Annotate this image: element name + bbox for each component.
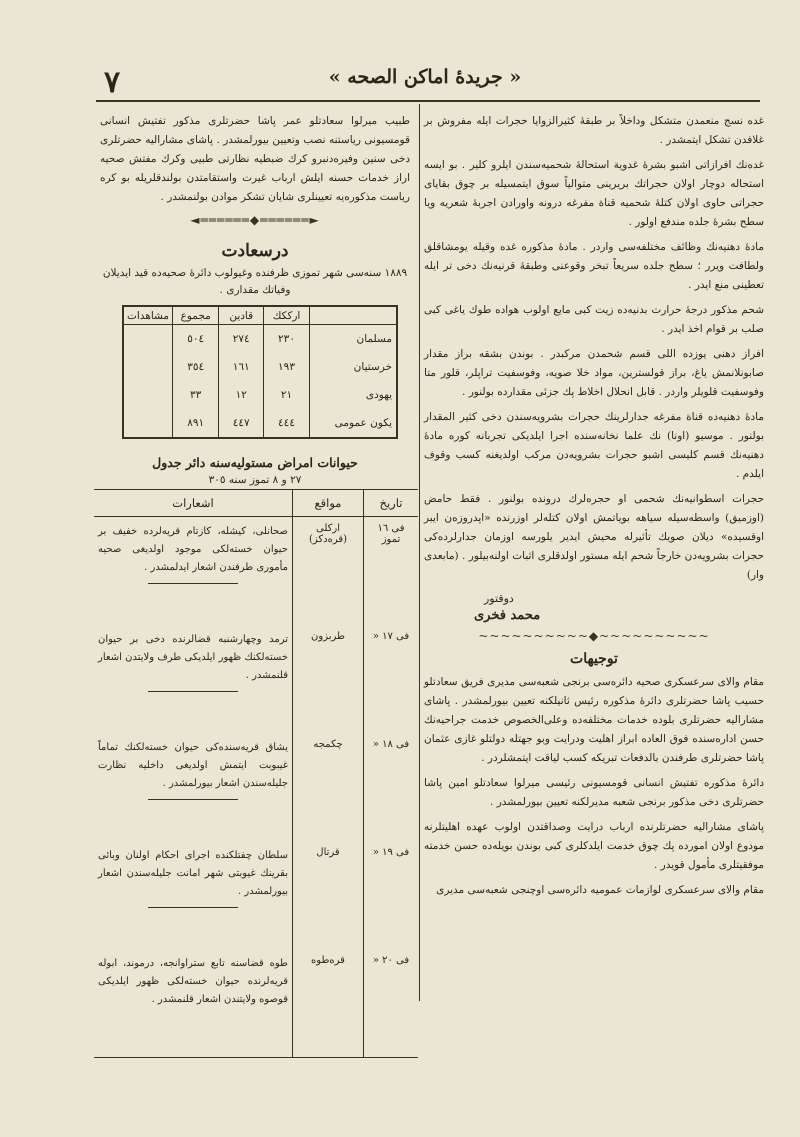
note-text: يشاق قريه‌سنده‌كى حيوان خسته‌لكنك تماماً غيبوبت ايتمش اولديغى داخليه نظارت جليله‌سندن اشعار بيورلمشدر .	[98, 742, 288, 789]
note-cell	[94, 949, 293, 1058]
note-text: سلطان چفتلكنده اجراى احكام اولنان وبائى بقرينك غيوبتى شهر امانت جليله‌سندن اشعار بيورلمشدر .	[98, 850, 288, 897]
female-count: ١٢	[219, 381, 264, 409]
row-label: خرستيان	[309, 353, 397, 381]
date-cell: فى ١٧ «	[364, 625, 419, 733]
place-cell: قره‌طوه	[293, 949, 364, 1058]
table-row	[94, 625, 418, 733]
total-count: ٣٥٤	[173, 353, 219, 381]
male-count: ٤٤٤	[264, 409, 310, 438]
place-cell: اركلى (قره‌دكز)	[293, 517, 364, 626]
place-cell: قرتال	[293, 841, 364, 949]
note-text: طوه قضاسنه تابع ستراوانجه، درموند، ابوله قريه‌لرنده حيوان خسته‌لكى ظهور ايلديكى قوصوه ولايتندن اشعار قلنمشدر .	[98, 958, 288, 1005]
note-separator	[148, 583, 238, 584]
table-header: مواقع	[293, 490, 364, 517]
article-paragraph: شحم مذكور درجهٔ حرارت بدنيه‌ده زيت كبى مايع اولوب هواده طوك ياغى كبى صلب بر قوام اخذ ايدر .	[424, 304, 764, 335]
note-text: صحانلى، كيشله، كازتام قريه‌لرده خفيف بر حيوان خسته‌لكى موجود اولديغى صحيه مأمورى طرفندن اشعار ايدلمشدر .	[98, 526, 288, 573]
article-paragraph: غده نسج منعمدن متشكل وداخلاً بر طبقهٔ كثيرالزوايا حجرات ايله مفروش بر غلافدن تشكل ايتمشدر .	[424, 115, 764, 146]
observations-cell	[123, 353, 173, 381]
table-row	[94, 841, 418, 949]
ornament-divider: ~~~~~~~~~~◆~~~~~~~~~~	[478, 629, 710, 643]
place-cell: چكمجه	[293, 733, 364, 841]
male-count: ١٩٣	[264, 353, 310, 381]
page-number: ٧	[104, 65, 121, 100]
appointment-paragraph: دائرهٔ مذكوره تفتيش انسانى قومسيونى رئيسى ميرلوا سعادتلو امين پاشا حضرتلرى دخى مذكور برنجى شعبه مديرلكنه تعيين بيورلمشدر .	[424, 777, 764, 808]
total-count: ٨٩١	[173, 409, 219, 438]
column-divider	[419, 104, 420, 1001]
note-separator	[148, 907, 238, 908]
appointment-paragraph: پاشاى مشاراليه حضرتلرنده ارباب درايت وصداقتدن اولوب عهده اهليتلرنه مودوع اولان امورده پك چوق خدمت ايلدكلرى كبى بوندن بويله‌ده حسن خدمته موفقيتلرى مأمول قويدر .	[424, 821, 764, 871]
date-cell: فى ١٨ «	[364, 733, 419, 841]
row-label: يهودى	[309, 381, 397, 409]
section-title: درسعادت	[221, 241, 289, 261]
table-header: قادين	[219, 306, 264, 325]
note-separator	[148, 691, 238, 692]
row-label: مسلمان	[309, 325, 397, 354]
observations-cell	[123, 325, 173, 354]
mortality-table	[122, 305, 398, 439]
row-label: يكون عمومى	[309, 409, 397, 438]
total-count: ٥٠٤	[173, 325, 219, 354]
table-header	[309, 306, 397, 325]
observations-cell	[123, 381, 173, 409]
appointment-paragraph: مقام والاى سرعسكرى لوازمات عموميه دائره‌سى اوچنجى شعبه‌سى مديرى	[436, 884, 764, 896]
appointment-paragraph: مقام والاى سرعسكرى صحيه دائره‌سى برنجى شعبه‌سى مديرى فريق سعادتلو حسيب پاشا حضرتلرى دائرهٔ مذكوره رئيس ثانيلكنه تعيين بيورلمشدر . پاشاى مشاراليه حضرتلرى بلوده خدمات مختلفه‌ده وعلى‌الخصوص خدمت جراحيه‌نك حسن اداره‌سنده فوق العاده ابراز اهليت ودرايت وبو جهتله دولتلو غازى عثمان پاشا حضرتلرى طرفندن بالدفعات تبريكه كسب لياقت ايتمشلردر .	[424, 676, 764, 764]
table-row	[94, 733, 418, 841]
table-row	[94, 949, 418, 1058]
note-cell	[94, 841, 293, 949]
article-paragraph: مادهٔ دهنيه‌ده قناة مفرغه جدارلرينك حجرات بشرويه‌سندن دخى كثير المقدار بولنور . موسيو (اونا) نك علما نخانه‌سنده اجرا ايلديكى تجربانه كوره مادهٔ دهنيه‌نك قسم كليسى اشبو حجرات بشرويه‌دن مركب اولديغنه كسب وقوف ايلدم .	[424, 411, 764, 480]
population-table-subtitle: ١٨٨٩ سنه‌سى شهر تموزى ظرفنده وغيولوب دائرهٔ صحيه‌ده قيد ايديلان وفياتك مقدارى .	[102, 267, 408, 296]
note-text: ترمد وچهارشنبه قضالرنده دخى بر حيوان خسته‌لكنك ظهور ايلديكى طرف ولايتدن اشعار قلنمشدر .	[98, 634, 288, 681]
ornament-divider: ◄══════◆══════►	[190, 213, 320, 227]
note-cell	[94, 625, 293, 733]
observations-cell	[123, 409, 173, 438]
table-header: ارككك	[264, 306, 310, 325]
date-cell: فى ٢٠ «	[364, 949, 419, 1058]
signature-title: دوقتور	[484, 592, 514, 605]
table-header: اشعارات	[94, 490, 293, 517]
table-row	[123, 325, 397, 354]
note-cell	[94, 517, 293, 626]
date-cell: فى ١٦ تموز	[364, 517, 419, 626]
table-header: تاريخ	[364, 490, 419, 517]
table-row	[123, 409, 397, 438]
article-paragraph: مادهٔ دهنيه‌نك وظائف مختلفه‌سى واردر . مادهٔ مذكوره غده وقيله يومشاقلق ولطافت ويرر ؛ سطح جلده سريعاً تبخر وقوعنى وطبقهٔ قرنيه‌نك دخى تر ايله تعطينى منع ايدر .	[424, 241, 764, 291]
section-title: توجيهات	[570, 651, 618, 667]
article-paragraph: طبيب ميرلوا سعادتلو عمر پاشا حضرتلرى مذكور تفتيش انسانى قومسيونى رياستنه نصب وتعيين بيورلمشدر . پاشاى مشاراليه حضرتلرى دخى سنين وفيره‌دنبرو كرك ضبطيه نظارتى طبيى وكرك مفتش صحيه اراز خدمات حسنه ايلش ارباب غيرت واستقامتدن بولندقلريله بو كره رياست مذكوره‌يه تعيينلرى شايان تشكر موادن بولنمشدر .	[100, 115, 410, 203]
table-row	[123, 381, 397, 409]
female-count: ٤٤٧	[219, 409, 264, 438]
table-header: مشاهدات	[123, 306, 173, 325]
female-count: ٢٧٤	[219, 325, 264, 354]
article-paragraph: افراز دهنى يوزده اللى قسم شحمدن مركبدر . بوندن بشقه براز مقدار صابونلانمش ياغ، براز قولسترين، مواد خلا صويه، وفوسفيت تراپلر، قلور متا وفوسفيت قلويلر واردر . قابل انحلال اخلاط پك جزئى مقدارده بولنور .	[424, 348, 764, 398]
table-row	[94, 517, 418, 626]
header-rule	[96, 100, 760, 102]
total-count: ٣٣	[173, 381, 219, 409]
right-column	[424, 112, 764, 906]
place-cell: طربزون	[293, 625, 364, 733]
table-header: مجموع	[173, 306, 219, 325]
table-row	[123, 353, 397, 381]
animal-table-title: حيوانات امراض مستوليه‌سنه دائر جدول	[152, 455, 358, 470]
male-count: ٢١	[264, 381, 310, 409]
female-count: ١٦١	[219, 353, 264, 381]
animal-disease-table	[94, 489, 418, 1058]
male-count: ٢٣٠	[264, 325, 310, 354]
animal-table-subtitle: ٢٧ و ٨ تموز سنه ٣٠٥	[208, 474, 302, 486]
signature-name: محمد فخرى	[474, 608, 541, 623]
date-cell: فى ١٩ «	[364, 841, 419, 949]
article-paragraph: غده‌نك افرازاتى اشبو بشره‌ٔ غدوية استحالهٔ شحميه‌سندن ايلرو كلير . بو ايسه استحاله دوچار اولان حجراتك بريرينى متوالياً سوق ايتمسيله بر چوق بقاياى حجراتى حاوى اولان كتلهٔ شحميه قناة مفرغه درونه واورادن اجربهٔ شعريه ويا سطح بشره‌ٔ جلده مندفع اولور .	[424, 159, 764, 228]
left-column	[100, 112, 410, 1058]
note-cell	[94, 733, 293, 841]
newspaper-title: « جريدهٔ اماكن الصحه »	[328, 66, 522, 88]
article-paragraph: حجرات اسطوانيه‌نك شحمى او حجره‌لرك درونده بولنور . فقط حامض (اوزميق) واسطه‌سيله سياهه بوياتمش اولان كتله‌لر اوزرنده «اپدروزه‌ن ايبر اوقسيده» ديلان صويك تأثيرله محيش ايدير يلورسه اوزمان جدارلرده‌كى حجرات بشرويه‌دن خارجاً شحم ايله مستور اولدقلرى اثبات اولنه‌بيلور . (مابعدى وار)	[424, 493, 764, 581]
note-separator	[148, 799, 238, 800]
